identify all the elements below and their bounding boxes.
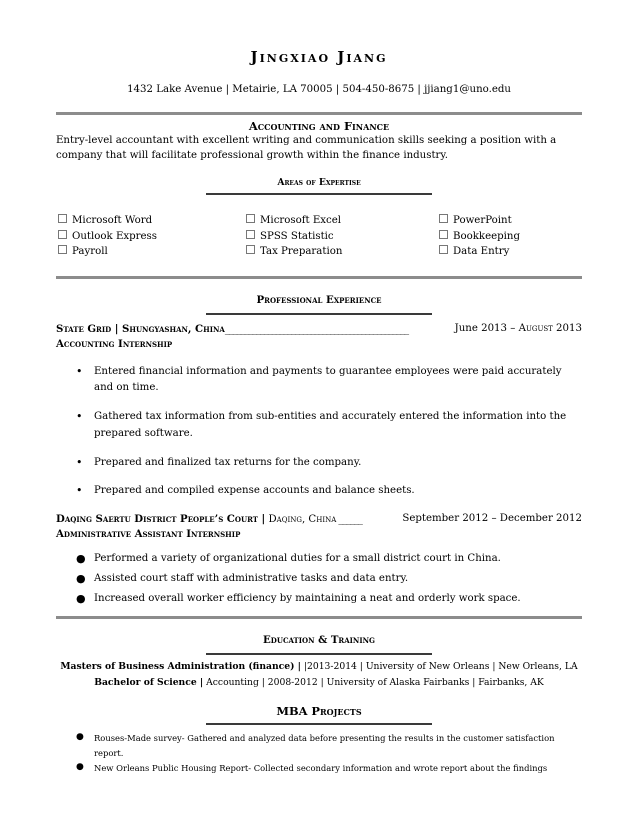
skill-item: Data Entry bbox=[439, 245, 509, 257]
education-underline bbox=[206, 653, 432, 655]
skill-item: PowerPoint bbox=[439, 214, 512, 226]
skill-item: Bookkeeping bbox=[439, 230, 520, 242]
education-line-1: Masters of Business Administration (finance) | |2013-2014 | University of New Orleans | New Orleans, LA bbox=[60, 661, 578, 672]
bullet-icon: ● bbox=[76, 592, 86, 605]
checkbox-icon bbox=[58, 245, 67, 254]
job1-bullet-2-cont: prepared software. bbox=[94, 428, 193, 439]
education-line-2: Bachelor of Science | Accounting | 2008-2012 | University of Alaska Fairbanks | Fairbanks, AK bbox=[94, 677, 544, 688]
candidate-name: Jingxiao Jiang bbox=[250, 48, 388, 66]
project-item-1: Rouses-Made survey- Gathered and analyzed data before presenting the results in the customer satisfaction bbox=[94, 733, 555, 743]
skill-item: Microsoft Word bbox=[58, 214, 152, 226]
bullet-icon: ● bbox=[76, 732, 84, 742]
job2-rule: ______ bbox=[336, 514, 362, 525]
job1-bullet-2: Gathered tax information from sub-entities and accurately entered the information into the bbox=[94, 411, 567, 422]
job1-bullet-1: Entered financial information and payments to guarantee employees were paid accurately bbox=[94, 366, 562, 377]
job1-bullet-3: Prepared and finalized tax returns for the company. bbox=[94, 457, 362, 468]
job2-org: Daqing Saertu District People’s Court | bbox=[56, 513, 266, 525]
projects-underline bbox=[206, 723, 432, 725]
bullet-icon: • bbox=[76, 456, 83, 469]
projects-title: MBA Projects bbox=[276, 704, 362, 718]
job1-bullet-4: Prepared and compiled expense accounts and balance sheets. bbox=[94, 485, 415, 496]
checkbox-icon bbox=[58, 230, 67, 239]
skill-item: SPSS Statistic bbox=[246, 230, 334, 242]
contact-line: 1432 Lake Avenue | Metairie, LA 70005 | 504-450-8675 | jjiang1@uno.edu bbox=[127, 84, 511, 95]
skill-item: Outlook Express bbox=[58, 230, 157, 242]
project-item-1-cont: report. bbox=[94, 748, 124, 758]
experience-title: Professional Experience bbox=[256, 294, 382, 306]
checkbox-icon bbox=[439, 214, 448, 223]
checkbox-icon bbox=[58, 214, 67, 223]
checkbox-icon bbox=[246, 245, 255, 254]
job2-role: Administrative Assistant Internship bbox=[56, 528, 241, 540]
bullet-icon: • bbox=[76, 410, 83, 423]
job1-org: State Grid | Shungyashan, China bbox=[56, 323, 225, 335]
bullet-icon: ● bbox=[76, 572, 86, 585]
job2-location: Daqing, China bbox=[265, 514, 337, 525]
skill-item: Microsoft Excel bbox=[246, 214, 341, 226]
job1-bullet-1-cont: and on time. bbox=[94, 382, 159, 393]
expertise-divider bbox=[56, 276, 582, 279]
job1-role: Accounting Internship bbox=[56, 338, 173, 350]
job2-header bbox=[56, 513, 362, 525]
checkbox-icon bbox=[246, 230, 255, 239]
bullet-icon: • bbox=[76, 484, 83, 497]
bullet-icon: ● bbox=[76, 762, 84, 772]
bullet-icon: • bbox=[76, 365, 83, 378]
objective-line-1: Entry-level accountant with excellent writing and communication skills seeking a position with a bbox=[56, 135, 557, 146]
bullet-icon: ● bbox=[76, 552, 86, 565]
skill-item: Payroll bbox=[58, 245, 108, 257]
checkbox-icon bbox=[439, 245, 448, 254]
job1-dates: June 2013 – August 2013 bbox=[454, 323, 582, 334]
expertise-title: Areas of Expertise bbox=[277, 177, 361, 188]
header-divider bbox=[56, 112, 582, 115]
objective-title: Accounting and Finance bbox=[248, 119, 390, 133]
education-title: Education & Training bbox=[263, 634, 375, 646]
skill-item: Tax Preparation bbox=[246, 245, 342, 257]
job1-rule: _______________________________________________ bbox=[224, 324, 408, 335]
objective-line-2: company that will facilitate professional growth within the finance industry. bbox=[56, 150, 449, 161]
job2-bullet-2: Assisted court staff with administrative tasks and data entry. bbox=[94, 573, 409, 584]
job2-bullet-3: Increased overall worker efficiency by maintaining a neat and orderly work space. bbox=[94, 593, 521, 604]
checkbox-icon bbox=[439, 230, 448, 239]
project-item-2: New Orleans Public Housing Report- Collected secondary information and wrote report about the findings bbox=[94, 763, 548, 773]
job2-dates: September 2012 – December 2012 bbox=[402, 513, 582, 524]
experience-divider bbox=[56, 616, 582, 619]
experience-underline bbox=[206, 313, 432, 315]
checkbox-icon bbox=[246, 214, 255, 223]
expertise-underline bbox=[206, 193, 432, 195]
job2-bullet-1: Performed a variety of organizational duties for a small district court in China. bbox=[94, 553, 501, 564]
